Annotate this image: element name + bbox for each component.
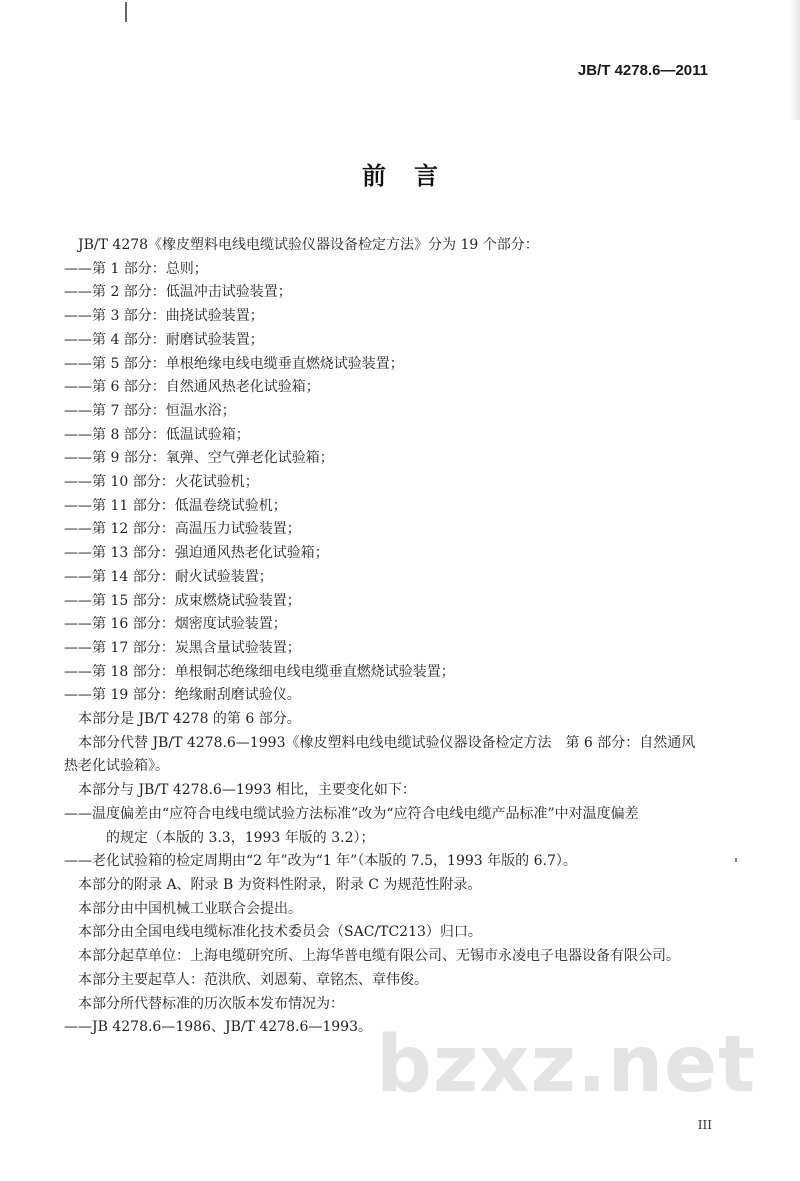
- list-item: ——第 4 部分：耐磨试验装置；: [64, 331, 264, 348]
- page-edge-shadow: [790, 0, 800, 120]
- list-item: ——第 9 部分：氧弹、空气弹老化试验箱；: [64, 450, 334, 467]
- list-item: ——第 3 部分：曲挠试验装置；: [64, 308, 264, 325]
- change-item-1-line2: 的规定（本版的 3.3，1993 年版的 3.2）；: [106, 829, 375, 846]
- list-item: ——第 13 部分：强迫通风热老化试验箱；: [64, 545, 329, 562]
- list-item: ——第 1 部分：总则；: [64, 260, 208, 277]
- watermark: bzxz.net: [376, 1020, 757, 1110]
- history-intro-paragraph: 本部分所代替标准的历次版本发布情况为：: [78, 995, 344, 1012]
- list-item: ——第 7 部分：恒温水浴；: [64, 402, 236, 419]
- list-item: ——第 11 部分：低温卷绕试验机；: [64, 497, 287, 514]
- list-item: ——第 14 部分：耐火试验装置；: [64, 568, 273, 585]
- appendix-paragraph: 本部分的附录 A、附录 B 为资料性附录，附录 C 为规范性附录。: [78, 876, 482, 893]
- drafting-units-paragraph: 本部分起草单位：上海电缆研究所、上海华普电缆有限公司、无锡市永凌电子电器设备有限公司。: [78, 948, 680, 965]
- history-item: ——JB 4278.6—1986、JB/T 4278.6—1993。: [64, 1019, 372, 1036]
- this-part-paragraph: 本部分是 JB/T 4278 的第 6 部分。: [78, 711, 301, 728]
- list-item: ——第 2 部分：低温冲击试验装置；: [64, 284, 292, 301]
- change-item-1-line1: ——温度偏差由“应符合电线电缆试验方法标准”改为“应符合电线电缆产品标准”中对温度偏差: [64, 805, 639, 822]
- replaces-paragraph-line2: 热老化试验箱》。: [64, 758, 169, 775]
- list-item: ——第 16 部分：烟密度试验装置；: [64, 616, 287, 633]
- list-item: ——第 15 部分：成束燃烧试验装置；: [64, 592, 301, 609]
- centralized-paragraph: 本部分由全国电线电缆标准化技术委员会（SAC/TC213）归口。: [78, 924, 482, 941]
- replaces-paragraph-line1: 本部分代替 JB/T 4278.6—1993《橡皮塑料电线电缆试验仪器设备检定方法 第 6 部分：自然通风: [78, 734, 696, 751]
- list-item: ——第 10 部分：火花试验机；: [64, 474, 259, 491]
- page-number: III: [697, 1118, 712, 1132]
- parts-list: [64, 258, 734, 708]
- changes-intro-paragraph: 本部分与 JB/T 4278.6—1993 相比，主要变化如下：: [78, 782, 416, 799]
- list-item: ——第 8 部分：低温试验箱；: [64, 426, 250, 443]
- standard-number: JB/T 4278.6—2011: [577, 62, 708, 79]
- list-item: ——第 19 部分：绝缘耐刮磨试验仪。: [64, 687, 301, 704]
- document-body: [64, 234, 734, 1040]
- page-title: 前言: [362, 161, 466, 190]
- list-item: ——第 12 部分：高温压力试验装置；: [64, 521, 301, 538]
- list-item: ——第 18 部分：单根铜芯绝缘细电线电缆垂直燃烧试验装置；: [64, 663, 455, 680]
- intro-paragraph: JB/T 4278《橡皮塑料电线电缆试验仪器设备检定方法》分为 19 个部分：: [78, 237, 539, 253]
- scan-speck: [735, 858, 737, 862]
- list-item: ——第 17 部分：炭黑含量试验装置；: [64, 639, 301, 656]
- list-item: ——第 5 部分：单根绝缘电线电缆垂直燃烧试验装置；: [64, 355, 404, 372]
- drafters-paragraph: 本部分主要起草人：范洪欣、刘恩菊、章铭杰、章伟俊。: [78, 971, 428, 988]
- scan-mark: [125, 2, 127, 22]
- change-item-2: ——老化试验箱的检定周期由“2 年”改为“1 年”（本版的 7.5，1993 年版的 6.7）。: [64, 853, 577, 870]
- list-item: ——第 6 部分：自然通风热老化试验箱；: [64, 379, 320, 396]
- proposed-paragraph: 本部分由中国机械工业联合会提出。: [78, 900, 302, 917]
